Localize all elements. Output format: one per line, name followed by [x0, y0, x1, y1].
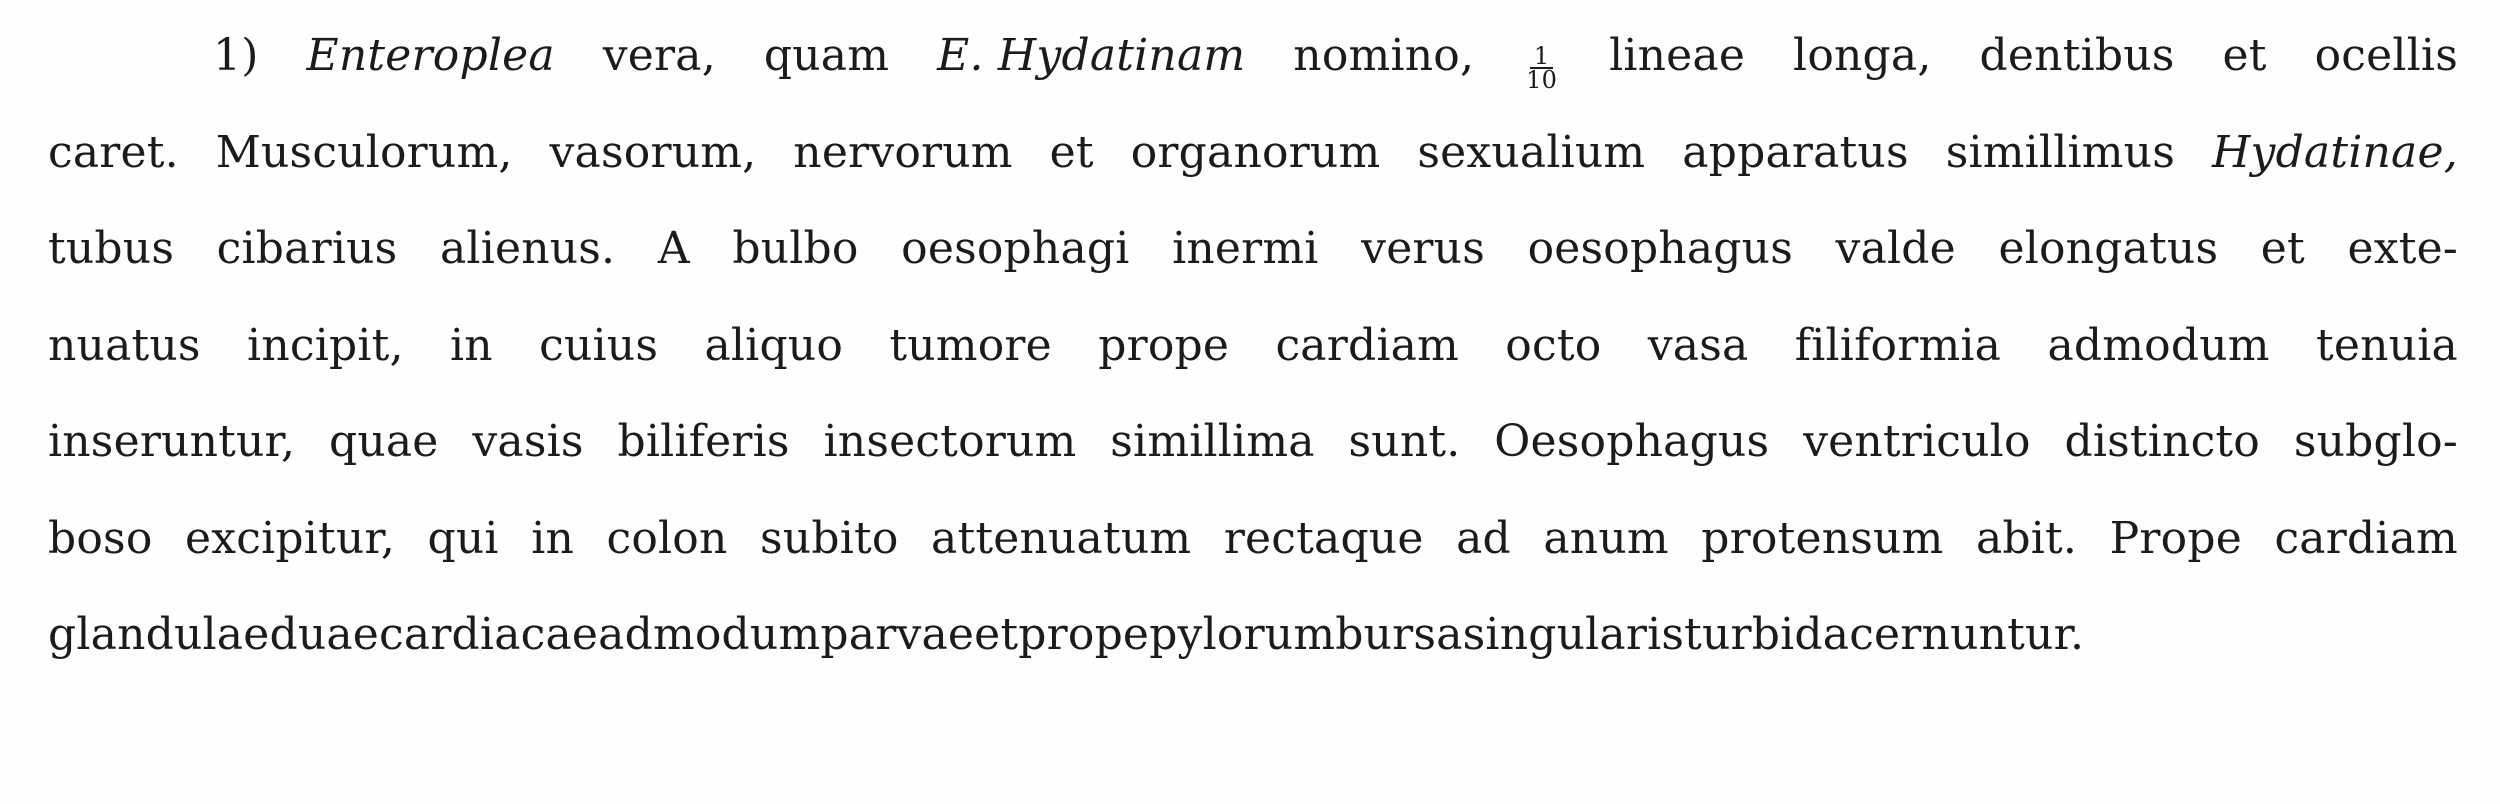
word: cibarius [216, 223, 398, 274]
word: 1) [213, 30, 259, 81]
word: pylorum [1149, 609, 1336, 660]
word: colon [606, 512, 728, 564]
word: oesophagus [1527, 223, 1793, 274]
word: quae [328, 416, 439, 467]
word: filiformia [1794, 319, 2002, 371]
word: et [1049, 126, 1094, 178]
word: quam [763, 30, 890, 81]
word: protensum [1701, 512, 1944, 564]
word: octo [1505, 319, 1602, 371]
text-line [48, 201, 2458, 298]
word: nervorum [793, 126, 1013, 178]
word: elongatus [1998, 223, 2219, 274]
word: exte- [2347, 223, 2458, 274]
word: subito [760, 512, 899, 564]
fraction-numerator: 1 [1530, 45, 1553, 69]
word: in [450, 319, 493, 371]
word: aliquo [704, 319, 844, 371]
word: ad [1456, 512, 1511, 564]
word: cuius [539, 319, 659, 371]
word: ventriculo [1803, 416, 2031, 467]
word: apparatus [1682, 126, 1909, 178]
word: Musculorum, [215, 126, 513, 178]
word: glandulae [48, 609, 270, 660]
word: distincto [2064, 416, 2260, 467]
word: tubus [48, 223, 175, 274]
italic-word: Hydatinae, [2211, 126, 2458, 178]
word: lineae [1609, 30, 1746, 81]
word: simillima [1110, 416, 1315, 467]
word: inseruntur, [48, 416, 296, 467]
word: cardiam [1275, 319, 1459, 371]
word: insectorum [823, 416, 1077, 467]
word: alienus. [439, 223, 616, 274]
word: nuatus [48, 319, 201, 371]
word: sunt. [1348, 416, 1461, 467]
italic-word: Enteroplea [306, 30, 555, 81]
word: vasis [472, 416, 584, 467]
word: dentibus [1979, 30, 2175, 81]
word: caret. [48, 126, 179, 178]
fraction-denominator: 10 [1526, 66, 1558, 94]
word: sexualium [1417, 126, 1646, 178]
word: rectaque [1223, 512, 1424, 564]
word: boso [48, 512, 153, 564]
word: et [2222, 30, 2267, 81]
word: abit. [1975, 512, 2078, 564]
word: prope [1098, 319, 1230, 371]
word: duae [269, 609, 380, 660]
text-line [48, 298, 2458, 395]
word: Prope [2109, 512, 2242, 564]
fraction [1522, 42, 1561, 94]
word: biliferis [617, 416, 790, 467]
word: oesophagi [901, 223, 1130, 274]
word: inermi [1172, 223, 1319, 274]
word: vera, [602, 30, 716, 81]
footnote-paragraph [48, 8, 2458, 684]
text-line [48, 491, 2458, 588]
italic-word: E. Hydatinam [937, 30, 1246, 81]
word: Oesophagus [1494, 416, 1770, 467]
word: organorum [1130, 126, 1381, 178]
word: tenuia [2316, 319, 2458, 371]
word: verus [1361, 223, 1485, 274]
word: nomino, [1293, 30, 1475, 81]
text-line [48, 394, 2458, 491]
word: attenuatum [931, 512, 1192, 564]
word: vasa [1647, 319, 1749, 371]
word: cardiacae [379, 609, 599, 660]
word: admodum [2047, 319, 2270, 371]
word: turbida [1684, 609, 1850, 660]
word: qui [427, 512, 499, 564]
word: parvae [820, 609, 975, 660]
word: incipit, [247, 319, 404, 371]
word: vasorum, [549, 126, 757, 178]
word: valde [1835, 223, 1956, 274]
word: bursa [1335, 609, 1463, 660]
word: in [531, 512, 574, 564]
word: cardiam [2274, 512, 2458, 564]
word: et [2260, 223, 2305, 274]
word: subglo- [2293, 416, 2458, 467]
word: A [657, 223, 690, 274]
word: tumore [889, 319, 1052, 371]
word: anum [1543, 512, 1669, 564]
text-line [48, 8, 2458, 105]
word: singularis [1462, 609, 1685, 660]
text-line [48, 105, 2458, 202]
word: prope [1018, 609, 1150, 660]
word: longa, [1793, 30, 1932, 81]
word: et [974, 609, 1019, 660]
word: excipitur, [185, 512, 396, 564]
word: cernuntur. [1849, 609, 2085, 660]
text-line [48, 587, 2458, 684]
word: simillimus [1945, 126, 2175, 178]
word: bulbo [732, 223, 859, 274]
word: ocellis [2314, 30, 2458, 81]
word: admodum [598, 609, 821, 660]
